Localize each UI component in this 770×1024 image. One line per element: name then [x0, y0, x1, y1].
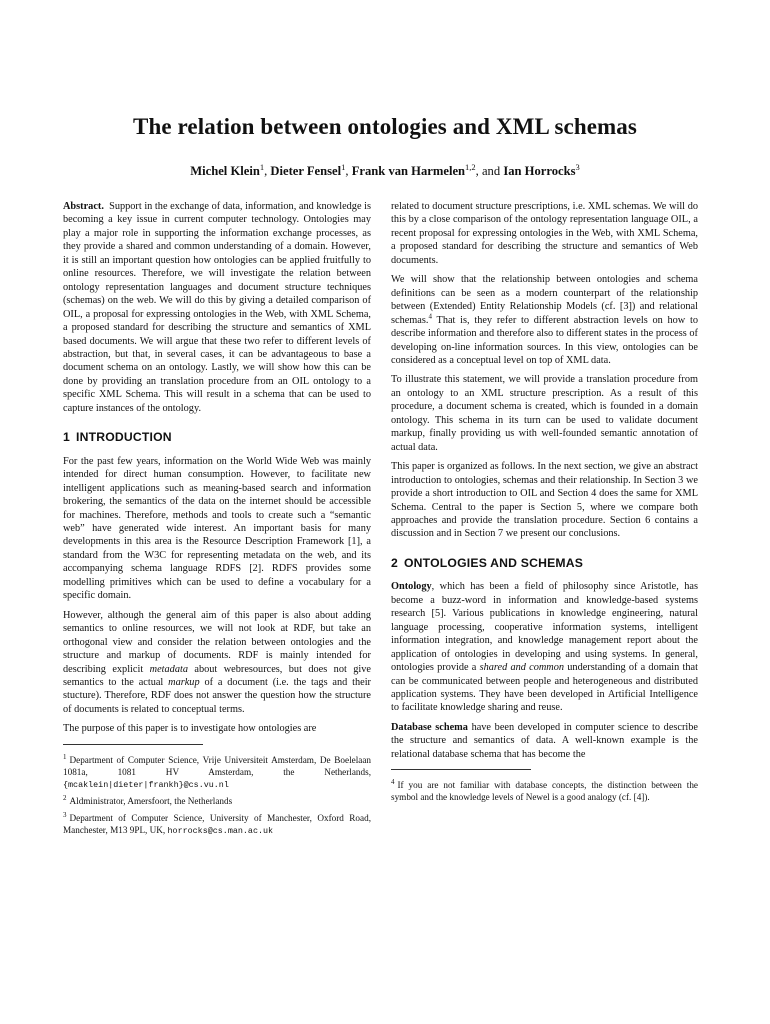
emphasis: shared and common — [479, 662, 565, 674]
abstract-text: Support in the exchange of data, information, and knowledge is becoming a key issue in current computer technology. Ontologies may play a major role in supporting the information exchange processes, as they provide a shared and common understanding of a domain. However, it is still an important question how ontologies can be applied fruitfully to online resources. Therefore, we will investigate the relation between ontology representation languages and document structure techniques (schemas) on the web. We will do this by giving a detailed comparison of OIL, a proposal for expressing ontologies in the Web, with XML Schema, a proposed standard for describing the structure and semantics of XML based documents. We will argue that these two refer to different levels of abstraction, but that, in several cases, it can be advantageous to base a document schema on an ontology. Lastly, we will show how this can be done by providing an translation procedure from an OIL ontology to a specific XML Schema. This will result in a schema that can be used to capture instances of the ontology. — [63, 201, 371, 414]
author-affiliation-mark: 1 — [259, 162, 265, 172]
section-number: 2 — [391, 555, 398, 570]
footnote-text: Department of Computer Science, University of Manchester, Oxford Road, Manchester, M13 9PL, UK, — [63, 812, 371, 835]
footnote-mark: 4 — [391, 778, 395, 787]
author-conjunction: , and — [475, 164, 504, 179]
abstract-label: Abstract. — [63, 201, 104, 212]
footnote-text: Aldministrator, Amersfoort, the Netherlands — [69, 796, 233, 807]
author-name: Frank van Harmelen — [351, 164, 466, 179]
author-list: Michel Klein$^1$, Dieter Fensel$^1$, Frank van Harmelen$^{1,2}$, and Ian Horrocks$^3$ — [190, 162, 580, 179]
footnote — [63, 809, 371, 837]
section-title: ONTOLOGIES AND SCHEMAS — [403, 555, 584, 570]
paragraph-text: We will show that the relationship between ontologies and schema definitions can be seen as a modern counterpart of the relationship between (Extended) Entity Relationship Models (cf. [3]) and relational schemas. — [391, 274, 698, 326]
section-title: INTRODUCTION — [75, 430, 172, 445]
footnote-mark: 2 — [63, 794, 67, 803]
footnote-divider — [391, 769, 531, 770]
section-heading — [63, 431, 371, 444]
paragraph: related to document structure prescriptions, i.e. XML schemas. We will do this by a close comparison of the ontology representation language OIL, a recent proposal for expressing ontologies in the Web, with XML Schema, a proposed standard for describing the structure and semantics of Web documents. — [391, 201, 698, 266]
right-column — [391, 200, 698, 805]
paragraph: The purpose of this paper is to investigate how ontologies are — [63, 723, 317, 735]
left-column — [63, 200, 371, 838]
section-heading — [391, 557, 698, 570]
footnote — [63, 792, 371, 807]
author-name: Dieter Fensel — [270, 164, 342, 179]
paragraph — [63, 609, 371, 717]
defined-term: Ontology — [391, 581, 432, 593]
paper-title: The relation between ontologies and XML schemas — [133, 114, 637, 139]
footnote-reference: 4 — [428, 312, 432, 321]
section-number: 1 — [63, 430, 70, 445]
paragraph — [391, 721, 698, 761]
defined-term: Database schema — [391, 721, 468, 733]
author-affiliation-mark: 1 — [341, 162, 346, 172]
paragraph-text: However, although the general aim of this paper is also about adding semantics to online resources, we will not look at RDF, but take an orthogonal view and consider the relation between ontologies and the structure and markup of documents. RDF is mainly intended for describing explicit — [63, 609, 371, 675]
paragraph-text: about webresources, but does not give semantics to the actual — [63, 663, 372, 688]
abstract — [63, 200, 371, 415]
footnote — [391, 776, 698, 803]
email-address: horrocks@cs.man.ac.uk — [167, 825, 274, 836]
paragraph-text: of a document (i.e. the tags and their stucture). Therefore, RDF does not answer the question how the structure of documents is related to conceptual terms. — [63, 676, 371, 715]
paragraph-text: understanding of a domain that can be communicated between people and heterogeneous and distributed application systems. They have been developed in Artificial Intelligence to facilitate knowledge sharing and reuse. — [391, 662, 698, 714]
paragraph: For the past few years, information on the World Wide Web was mainly intended for direct human consumption. However, to facilitate new intelligent applications such as meaning-based search and information brokering, the semantics of the data on the internet should be accessible for machines. Therefore, methods and tools to create such a “semantic web” have generated wide interest. An important basis for many developments in this area is the Resource Description Framework [1], a standard from the W3C for representing metadata on the web, and its accompanying schema language RDFS [2]. RDFS provides some modelling primitives which can be used to define a vocabulary for a specific domain. — [63, 455, 371, 602]
emphasis: markup — [168, 676, 200, 688]
paragraph — [391, 273, 698, 367]
footnote — [63, 751, 371, 792]
paragraph-text: , which has been a field of philosophy since Aristotle, has become a buzz-word in information and knowledge-based systems research [5]. Various publications in knowledge engineering, natural language processing, cooperative information systems, intelligent information integration, and knowledge management report about the application of ontologies in developing and using systems. In general, ontologies provide a — [391, 581, 698, 674]
email-address: {mcaklein|dieter|frankh}@cs.vu.nl — [63, 780, 229, 791]
paragraph: This paper is organized as follows. In the next section, we give an abstract introduction to ontologies, schemas and their relationship. In Section 3 we provide a short introduction to OIL and Section 4 does the same for XML Schema. Central to the paper is Section 5, where we compare both approaches and provide the translation procedure. Section 6 contains a discussion and in Section 7 we present our conclusions. — [391, 461, 698, 540]
paragraph-text: have been developed in computer science to describe the structure and semantics of data. A well-known example is the relational database schema that has become the — [391, 721, 698, 760]
emphasis: metadata — [149, 663, 188, 675]
footnote-text: Department of Computer Science, Vrije Universiteit Amsterdam, De Boelelaan 1081a, 1081 HV Amsterdam, the Netherlands, — [63, 754, 371, 778]
author-name: Michel Klein — [190, 164, 260, 179]
author-affiliation-mark: 3 — [575, 162, 580, 172]
author-affiliation-mark: 1,2 — [465, 162, 476, 172]
footnote-mark: 3 — [63, 810, 67, 819]
footnote-mark: 1 — [63, 752, 67, 761]
footnote-divider — [63, 744, 203, 745]
paragraph: To illustrate this statement, we will provide a translation procedure from an ontology to an XML structure prescription. As a result of this procedure, a document schema is created, which is founded in a domain ontology. This schema in its turn can be used to validate document markup, finally providing us with well-founded semantic annotation of actual data. — [391, 374, 698, 453]
paragraph-text: That is, they refer to different abstraction levels on how to describe information and therefore also to different states in the process of developing on-line information sources. In this view, ontologies can be considered as a conceptual level on top of XML data. — [391, 314, 698, 366]
paragraph — [391, 580, 698, 715]
author-name: Ian Horrocks — [503, 164, 576, 179]
footnote-text: If you are not familiar with database concepts, the distinction between the symbol and the knowledge levels of Newel is a good analogy (cf. [4]). — [391, 780, 698, 803]
